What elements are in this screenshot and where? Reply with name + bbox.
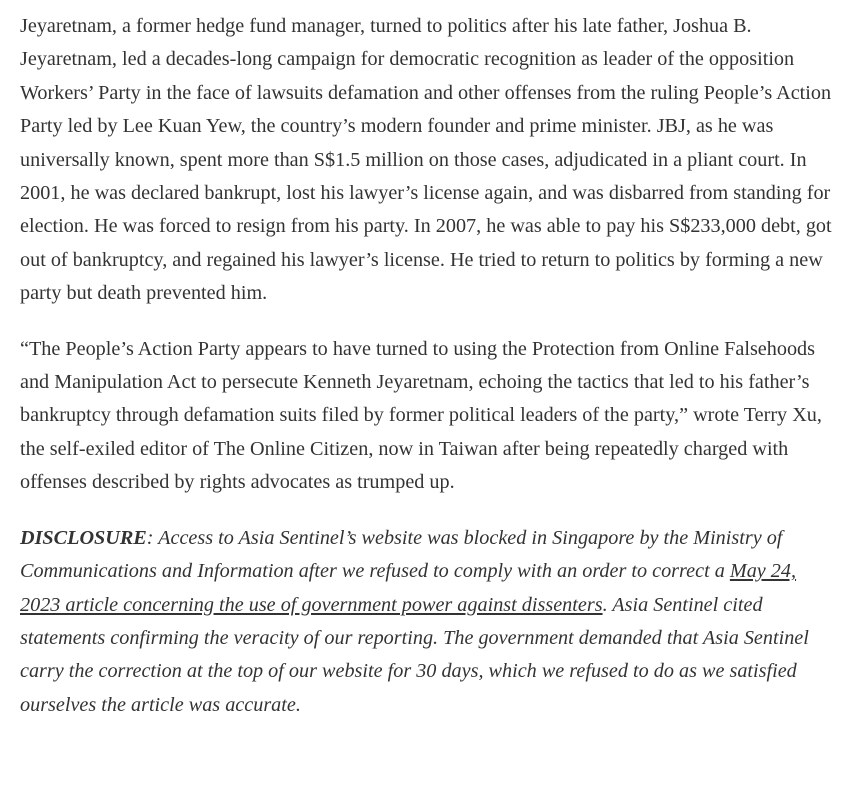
article-paragraph-quote: “The People’s Action Party appears to have turned to using the Protection from Online Falsehoods and Manipulation Act to persecute Kenneth Jeyaretnam, echoing the tactics that led to his father’s bankruptcy through defamation suits filed by former political leaders of the party,” wrote Terry Xu, the self-exiled editor of The Online Citizen, now in Taiwan after being repeatedly charged with offenses described by rights advocates as trumped up. [20,337,822,494]
disclosure-note [20,522,832,722]
related-article-link[interactable]: May 24, 2023 article concerning the use of government power against dissenters [20,560,797,616]
disclosure-text-after-link: . Asia Sentinel cited statements confirming the veracity of our reporting. The government demanded that Asia Sentinel carry the correction at the top of our website for 30 days, which we refused to do as we satisfied ourselves the article was accurate. [20,593,809,716]
article-paragraph: Jeyaretnam, a former hedge fund manager, turned to politics after his late father, Joshua B. Jeyaretnam, led a decades-long campaign for democratic recognition as leader of the opposition Workers’ Party in the face of lawsuits defamation and other offenses from the ruling People’s Action Party led by Lee Kuan Yew, the country’s modern founder and prime minister. JBJ, as he was universally known, spent more than S$1.5 million on those cases, adjudicated in a pliant court. In 2001, he was declared bankrupt, lost his lawyer’s license again, and was disbarred from standing for election. He was forced to resign from his party. In 2007, he was able to pay his S$233,000 debt, got out of bankruptcy, and regained his lawyer’s license. He tried to return to politics by forming a new party but death prevented him. [20,15,832,305]
disclosure-text-before-link: : Access to Asia Sentinel’s website was blocked in Singapore by the Ministry of Communications and Information after we refused to comply with an order to correct a [20,526,783,583]
disclosure-label: DISCLOSURE [20,526,147,549]
article-body [20,10,832,722]
